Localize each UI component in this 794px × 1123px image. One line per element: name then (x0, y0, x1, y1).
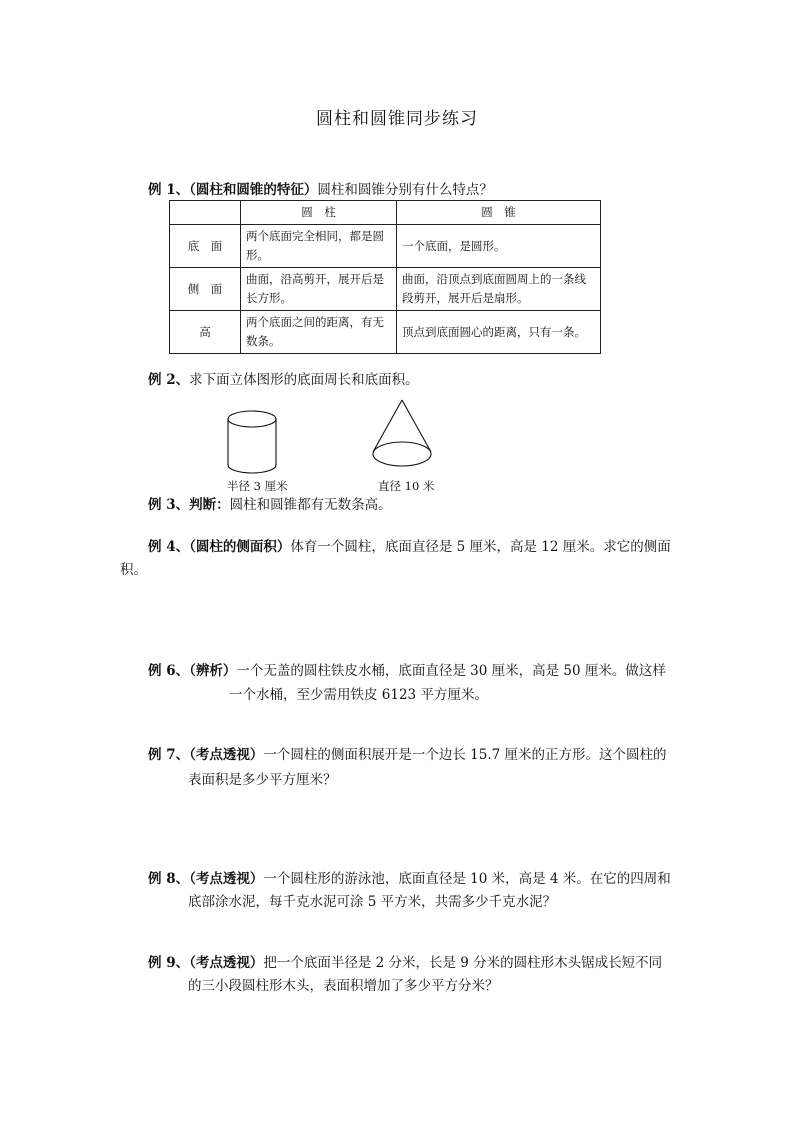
example-8-line-1 (148, 867, 671, 891)
example-3-number: 例 3、 (148, 497, 190, 513)
example-8-line-2: 底部涂水泥，每千克水泥可涂 5 平方米，共需多少千克水泥？ (188, 894, 557, 910)
example-8-number: 例 8、 (148, 871, 190, 887)
features-table (169, 200, 601, 354)
example-2-number: 例 2、 (148, 372, 190, 388)
example-1-question: 圆柱和圆锥分别有什么特点？ (317, 182, 493, 198)
example-4-line-2: 积。 (120, 562, 147, 578)
cylinder-label: 半径 3 厘米 (227, 479, 288, 493)
example-1-tag: （圆柱和圆锥的特征） (189, 182, 318, 198)
table-row-header: 侧 面 (170, 268, 241, 311)
table-row (170, 268, 601, 311)
example-2-question: 求下面立体图形的底面周长和底面积。 (189, 372, 419, 388)
table-cell: 顶点到底面圆心的距离，只有一条。 (397, 311, 601, 354)
table-header-cell (170, 201, 241, 225)
table-header-cell: 圆 锥 (397, 201, 601, 225)
table-row-header: 底 面 (170, 225, 241, 268)
table-cell: 曲面，沿顶点到底面圆周上的一条线段剪开，展开后是扇形。 (397, 268, 601, 311)
table-cell: 一个底面，是圆形。 (397, 225, 601, 268)
example-9-line-1 (148, 951, 662, 975)
example-7-tag: （考点透视） (189, 747, 264, 763)
example-1-number: 例 1、 (148, 182, 190, 198)
example-8-text: 一个圆柱形的游泳池，底面直径是 10 米，高是 4 米。在它的四周和 (263, 871, 671, 887)
solid-figures (220, 395, 460, 477)
example-7-number: 例 7、 (148, 747, 190, 763)
example-9-line-2: 的三小段圆柱形木头，表面积增加了多少平方分米？ (188, 978, 499, 994)
example-3-heading (148, 493, 392, 517)
example-7-line-2: 表面积是多少平方厘米？ (188, 772, 337, 788)
example-7-line-1 (148, 743, 666, 767)
table-header-row (170, 201, 601, 225)
example-3-tag: 判断： (189, 497, 230, 513)
cone-label: 直径 10 米 (378, 479, 435, 493)
table-row (170, 311, 601, 354)
cone-figure (373, 400, 431, 466)
example-4-text: 体育一个圆柱，底面直径是 5 厘米，高是 12 厘米。求它的侧面 (290, 539, 671, 555)
page-title: 圆柱和圆锥同步练习 (316, 109, 478, 129)
example-4-tag: （圆柱的侧面积） (189, 539, 291, 555)
example-8-tag: （考点透视） (189, 871, 264, 887)
example-6-text: 一个无盖的圆柱铁皮水桶，底面直径是 30 厘米，高是 50 厘米。做这样 (236, 663, 666, 679)
example-9-number: 例 9、 (148, 955, 190, 971)
table-row-header: 高 (170, 311, 241, 354)
example-6-line-1 (148, 659, 666, 683)
example-9-tag: （考点透视） (189, 955, 264, 971)
example-4-number: 例 4、 (148, 539, 190, 555)
table-header-cell: 圆 柱 (241, 201, 397, 225)
example-4-line-1 (148, 535, 671, 559)
table-cell: 两个底面之间的距离，有无数条。 (241, 311, 397, 354)
example-1-heading (148, 178, 493, 202)
example-6-number: 例 6、 (148, 663, 190, 679)
example-9-text: 把一个底面半径是 2 分米，长是 9 分米的圆柱形木头锯成长短不同 (263, 955, 663, 971)
table-cell: 曲面，沿高剪开，展开后是长方形。 (241, 268, 397, 311)
example-7-text: 一个圆柱的侧面积展开是一个边长 15.7 厘米的正方形。这个圆柱的 (263, 747, 667, 763)
table-cell: 两个底面完全相同，都是圆形。 (241, 225, 397, 268)
example-2-heading (148, 368, 419, 392)
example-3-statement: 圆柱和圆锥都有无数条高。 (229, 497, 392, 513)
example-6-line-2: 一个水桶，至少需用铁皮 6123 平方厘米。 (229, 687, 488, 703)
example-6-tag: （辨析） (189, 663, 237, 679)
cylinder-figure (228, 411, 276, 473)
table-row (170, 225, 601, 268)
